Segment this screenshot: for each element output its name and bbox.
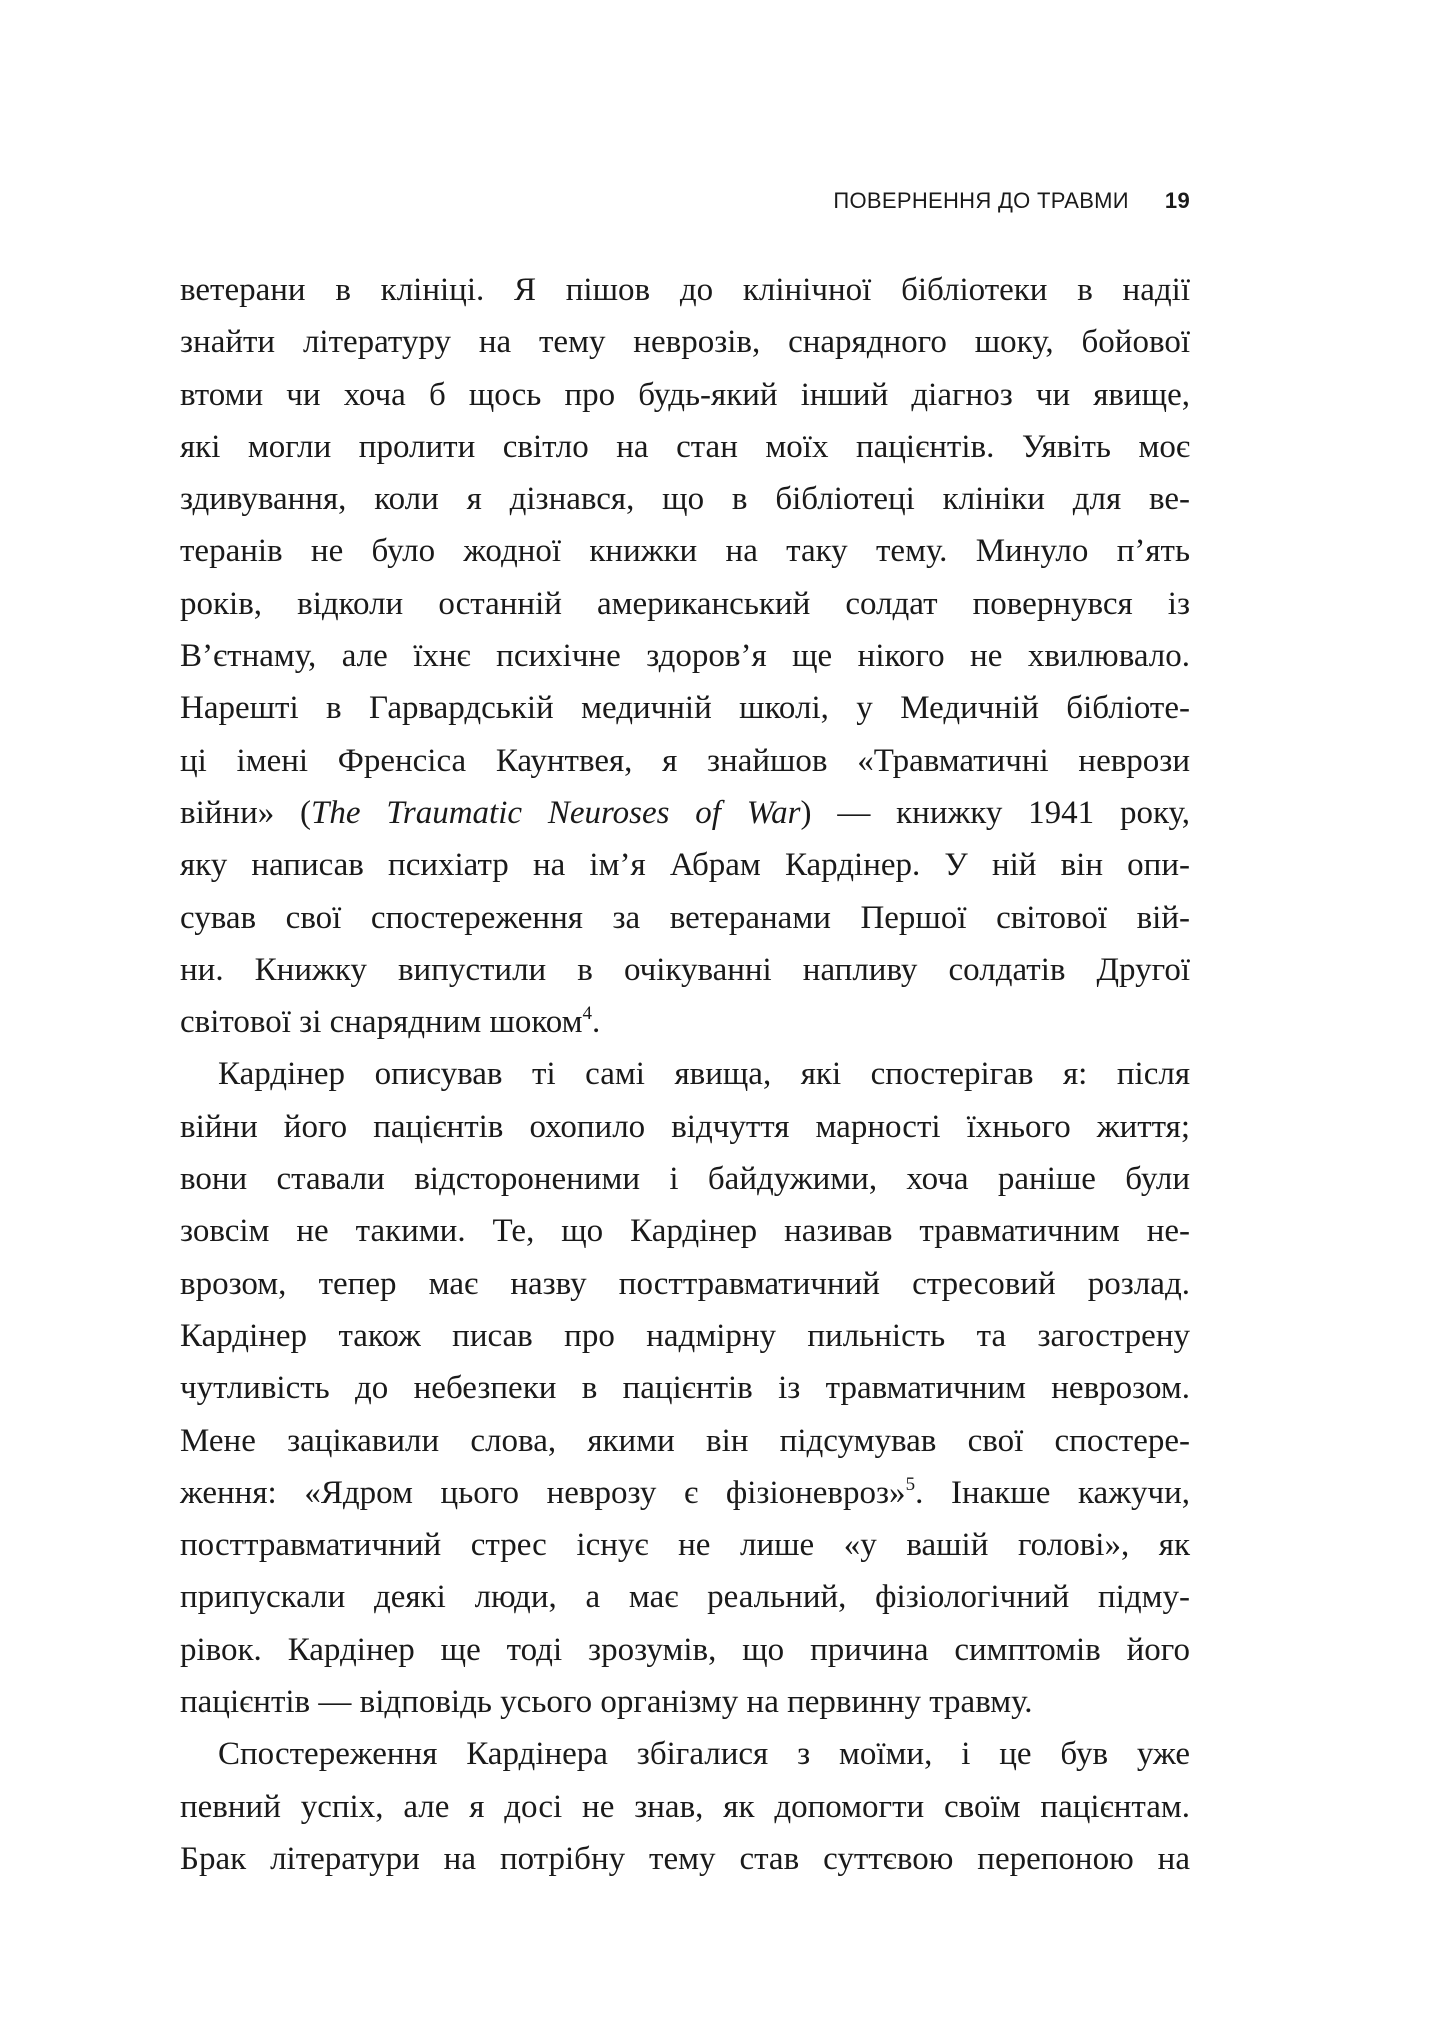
- text-line: знайти літературу на тему неврозів, снарядного шоку, бойової: [180, 324, 1190, 361]
- text-line: ці імені Френсіса Каунтвея, я знайшов «Травматичні неврози: [180, 742, 1190, 779]
- text-line: ни. Книжку випустили в очікуванні напливу солдатів Другої: [180, 951, 1190, 988]
- text-line: сував свої спостереження за ветеранами Першої світової вій-: [180, 899, 1190, 936]
- text-line: Нарешті в Гарвардській медичній школі, у Медичній бібліоте-: [180, 690, 1190, 727]
- text-line: посттравматичний стрес існує не лише «у вашій голові», як: [180, 1527, 1190, 1564]
- text-line-with-note: [180, 1467, 1190, 1519]
- text-line: яку написав психіатр на ім’я Абрам Кардінер. У ній він опи-: [180, 847, 1190, 884]
- book-title-italic: The Traumatic Neuroses of War: [311, 794, 801, 831]
- paragraph-2: [180, 1048, 1190, 1728]
- text-run: світової зі снарядним шоком: [180, 1004, 583, 1041]
- footnote-marker: 5: [905, 1473, 916, 1495]
- paragraph-1: [180, 264, 1190, 1048]
- text-line: Кардінер описував ті самі явища, які спостерігав я: після: [218, 1056, 1190, 1093]
- running-head: [180, 188, 1190, 214]
- text-line: врозом, тепер має назву посттравматичний стресовий розлад.: [180, 1265, 1190, 1302]
- footnote-marker: 4: [582, 1003, 593, 1025]
- text-line: війни його пацієнтів охопило відчуття марності їхнього життя;: [180, 1108, 1190, 1145]
- text-run: ження: «Ядром цього неврозу є фізіоневроз»: [180, 1474, 906, 1511]
- text-line: здивування, коли я дізнався, що в бібліотеці клініки для ве-: [180, 481, 1190, 518]
- text-run: .: [592, 1004, 601, 1041]
- text-line: теранів не було жодної книжки на таку тему. Минуло п’ять: [180, 533, 1190, 570]
- text-line: пацієнтів — відповідь усього організму на первинну травму.: [180, 1684, 1033, 1721]
- text-line: Спостереження Кардінера збігалися з моїми, і це був уже: [218, 1736, 1190, 1773]
- text-line: вони ставали відстороненими і байдужими, хоча раніше були: [180, 1161, 1190, 1198]
- text-line: рівок. Кардінер ще тоді зрозумів, що причина симптомів його: [180, 1631, 1190, 1668]
- text-line: ветерани в клініці. Я пішов до клінічної бібліотеки в надії: [180, 272, 1190, 308]
- text-run: . Інакше кажучи,: [915, 1474, 1191, 1511]
- text-line: В’єтнаму, але їхнє психічне здоров’я ще нікого не хвилювало.: [180, 638, 1190, 675]
- text-line-with-italic-title: [180, 787, 1190, 839]
- text-line: чутливість до небезпеки в пацієнтів із травматичним неврозом.: [180, 1370, 1190, 1407]
- text-line: які могли пролити світло на стан моїх пацієнтів. Уявіть моє: [180, 428, 1190, 465]
- chapter-title: ПОВЕРНЕННЯ ДО ТРАВМИ: [833, 188, 1129, 213]
- page-number: 19: [1164, 188, 1190, 213]
- text-run: війни» (: [180, 794, 312, 831]
- text-line: Кардінер також писав про надмірну пильність та загострену: [180, 1317, 1190, 1354]
- text-line: Брак літератури на потрібну тему став суттєвою перепоною на: [180, 1840, 1190, 1877]
- text-line: років, відколи останній американський солдат повернувся із: [180, 585, 1190, 622]
- text-line: Мене зацікавили слова, якими він підсумував свої спостере-: [180, 1422, 1190, 1459]
- paragraph-3: [180, 1728, 1190, 1885]
- text-line: припускали деякі люди, а має реальний, фізіологічний підму-: [180, 1579, 1190, 1616]
- text-line: втоми чи хоча б щось про будь-який інший діагноз чи явище,: [180, 376, 1190, 413]
- text-line-with-note: [180, 996, 1190, 1048]
- text-line: зовсім не такими. Те, що Кардінер називав травматичним не-: [180, 1213, 1190, 1250]
- body-text: [180, 264, 1190, 1885]
- text-run: ) — книжку 1941 року,: [800, 794, 1190, 831]
- text-line: певний успіх, але я досі не знав, як допомогти своїм пацієнтам.: [180, 1788, 1190, 1825]
